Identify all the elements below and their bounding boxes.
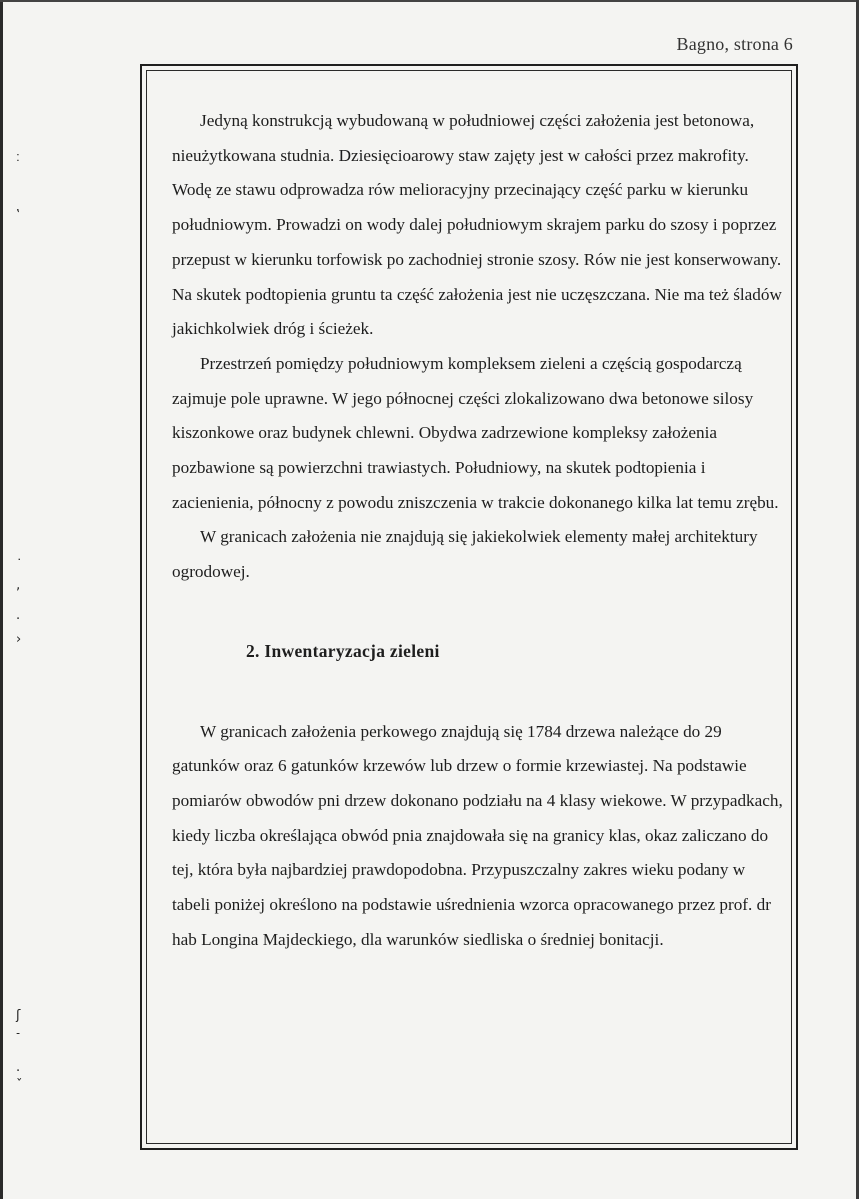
margin-mark: · — [16, 1064, 21, 1079]
margin-mark: ׃ — [16, 150, 20, 165]
paragraph-small-architecture: W granicach założenia nie znajdują się jakiekolwiek elementy małej architektury ogrodowej. — [172, 527, 758, 582]
margin-mark: ˇ — [16, 1078, 23, 1093]
page-header: Bagno, strona 6 — [676, 34, 793, 54]
paragraph-well-and-pond: Jedyną konstrukcją wybudowaną w południowej części założenia jest betonowa, nieużytkowana studnia. Dziesięcioarowy staw zajęty jest w całości przez makrofity. Wodę ze stawu odprowadza rów melioracyjny przecinający część parku w kierunku południowym. Prowadzi on wody dalej południowym skrajem parku do szosy i poprzez przepust w kierunku torfowisk po zachodniej stronie szosy. Rów nie jest konserwowany. Na skutek podtopienia gruntu ta część założenia jest nie uczęszczana. Nie ma też śladów jakichkolwiek dróg i ścieżek. — [172, 111, 782, 339]
section-heading: 2. Inwentaryzacja zieleni — [246, 640, 440, 661]
margin-mark: ‚ — [16, 578, 21, 593]
margin-mark: ʃ — [16, 1008, 21, 1023]
margin-mark: ‛ — [16, 208, 21, 223]
margin-mark: · — [16, 612, 21, 627]
margin-mark: › — [16, 632, 22, 647]
paragraph-field-and-silos: Przestrzeń pomiędzy południowym kompleksem zieleni a częścią gospodarczą zajmuje pole uprawne. W jego północnej części zlokalizowano dwa betonowe silosy kiszonkowe oraz budynek chlewni. Obydwa zadrzewione kompleksy założenia pozbawione są powierzchni trawiastych. Południowy, na skutek podtopienia i zacienienia, północny z powodu zniszczenia w trakcie dokonanego kilka lat temu zrębu. — [172, 353, 779, 512]
scan-edge-left — [0, 0, 3, 1199]
margin-mark: ˙ — [16, 558, 23, 573]
paragraph-tree-inventory: W granicach założenia perkowego znajdują się 1784 drzewa należące do 29 gatunków oraz 6 gatunków krzewów lub drzew o formie krzewiastej. Na podstawie pomiarów obwodów pni drzew dokonano podziału na 4 klasy wiekowe. W przypadkach, kiedy liczba określająca obwód pnia znajdowała się na granicy klas, okaz zaliczano do tej, która była najbardziej prawdopodobna. Przypuszczalny zakres wieku podany w tabeli poniżej określono na podstawie uśrednienia wzorca opracowanego przez prof. dr hab Longina Majdeckiego, dla warunków siedliska o średniej bonitacji. — [172, 721, 783, 949]
scan-edge-top — [0, 0, 859, 2]
margin-mark: ˗ — [16, 1026, 21, 1041]
document-body — [172, 104, 784, 957]
